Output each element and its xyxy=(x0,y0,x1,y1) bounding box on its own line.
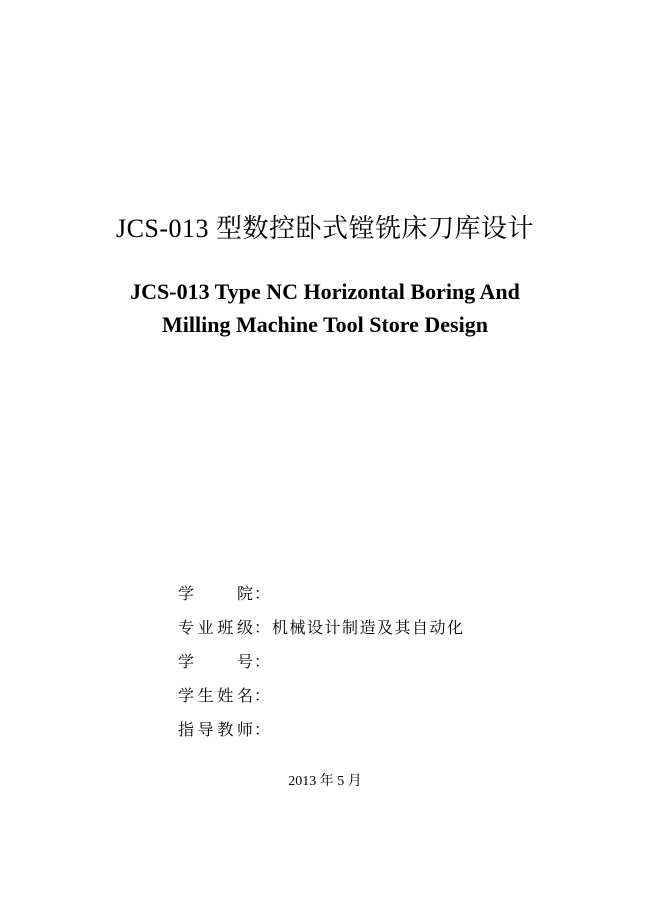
info-row-college xyxy=(178,583,598,617)
info-value-major-class: 机械设计制造及其自动化 xyxy=(272,620,465,637)
info-row-major-class xyxy=(178,617,598,651)
info-label-major-class: 专业班级 xyxy=(178,620,254,637)
document-date: 2013 年 5 月 xyxy=(288,774,362,789)
info-colon: ： xyxy=(254,722,271,739)
info-colon: ： xyxy=(254,688,271,705)
info-label-college: 学院 xyxy=(178,586,254,603)
english-title-line-2: Milling Machine Tool Store Design xyxy=(162,312,488,337)
chinese-title: JCS-013 型数控卧式镗铣床刀库设计 xyxy=(115,214,535,243)
info-label-student-id: 学号 xyxy=(178,654,254,671)
info-colon: ： xyxy=(254,620,271,637)
english-title xyxy=(60,275,590,341)
english-title-line-1: JCS-013 Type NC Horizontal Boring And xyxy=(130,279,520,304)
info-label-student-name: 学生姓名 xyxy=(178,688,254,705)
info-colon: ： xyxy=(254,654,271,671)
info-colon: ： xyxy=(254,586,271,603)
info-row-advisor xyxy=(178,719,598,753)
student-info-block xyxy=(178,583,598,753)
info-label-advisor: 指导教师 xyxy=(178,722,254,739)
info-row-student-name xyxy=(178,685,598,719)
info-row-student-id xyxy=(178,651,598,685)
